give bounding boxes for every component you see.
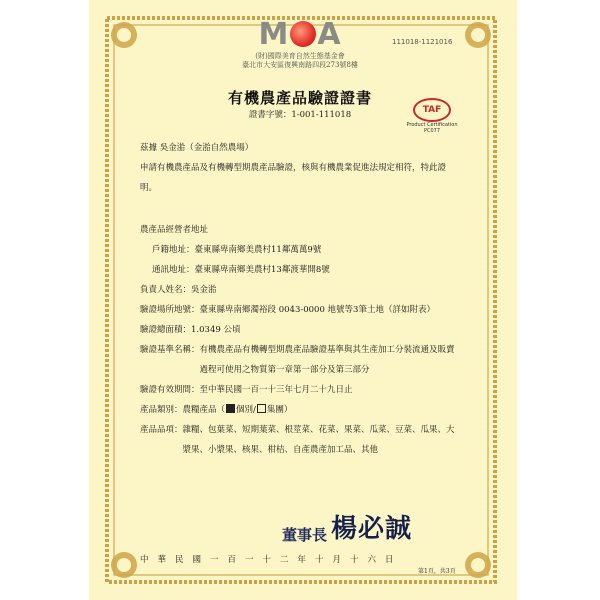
basis-label: 驗證基準名稱： [140,345,200,355]
mailing-label: 通訊地址： [152,265,195,275]
certificate-body [140,138,462,460]
moa-logo [240,18,360,52]
validity-value: 至中華民國一百一十三年七月二十九日止 [199,385,353,395]
signature-title: 董事長 [282,526,328,544]
org-address: 臺北市大安區復興南路四段273號8樓 [242,61,358,69]
items-label: 產品品項： [140,425,183,435]
taf-mark [404,98,460,134]
category-row [140,400,462,420]
category-part-3: 集團） [266,405,293,415]
taf-code: PC077 [423,128,441,134]
logo-letter-a: A [317,17,342,52]
person-value: 吳金湁 [191,285,217,295]
category-part-2: 個別/ [236,405,256,415]
person-row [140,280,462,300]
validity-row [140,380,462,400]
certificate-number: 證書字號：1-001-111018 [248,110,352,120]
page-indicator: 第1頁，共3頁 [418,568,456,575]
certificate-title: 有機農產品驗證證書 [227,89,372,107]
category-value [183,400,293,420]
area-value: 1.0349 公頃 [191,325,241,335]
household-address-row [140,240,462,260]
items-value: 雜糧、包葉菜、短期葉菜、根莖菜、花菜、果菜、瓜菜、豆菜、瓜果、大漿果、小漿果、核果、柑桔、自產農產加工品、其他 [182,425,455,455]
taf-caption: Product Certification [406,122,458,128]
statement-text: 申請有機農產品及有機轉型期農產品驗證，核與有機農業促進法規定相符，特此證明。 [140,163,447,193]
moa-header [240,18,360,70]
unchecked-box-icon [257,404,266,413]
items-row [140,420,462,460]
checked-box-icon [226,404,235,413]
area-label: 驗證總面積： [140,325,192,335]
mailing-address-row [140,260,462,280]
basis-row [140,340,462,380]
basis-value: 有機農產品有機轉型期農產品驗證基準與其生產加工分裝流通及販賣過程可使用之物質第一章第一部分及第三部分 [199,345,455,375]
person-label: 負責人姓名： [140,285,192,295]
recipient-line: 茲據 吳金湁（金湁自然農場） [140,143,254,153]
site-value: 臺東縣卑南鄉濁裕段 0043-0000 地號等3筆土地（詳如附表） [199,305,435,315]
validity-label: 驗證有效期間： [140,385,200,395]
area-row [140,320,462,340]
logo-letter-m: M [258,17,290,52]
household-value: 臺東縣卑南鄉美農村11鄰萬萬9號 [194,245,322,255]
issue-date: 中華民國一百一十二年十月十六日 [140,555,403,565]
signature-name: 楊必誠 [331,514,413,544]
taf-logo-icon: TAF [413,98,451,122]
household-label: 戶籍地址： [152,245,195,255]
red-sphere-icon [290,21,316,47]
org-name: (財)國際美育自然生態基金會 [255,52,345,60]
mailing-value: 臺東縣卑南鄉美農村13鄰渡華開8號 [194,265,330,275]
category-part-1: 農糧產品（ [182,405,226,415]
serial-number: 111018-1121016 [392,38,453,46]
operator-heading: 農產品經營者地址 [140,225,209,235]
site-label: 驗證場所地號： [140,305,200,315]
category-label: 產品類別： [140,405,183,415]
site-row [140,300,462,320]
signature-block [282,508,412,545]
